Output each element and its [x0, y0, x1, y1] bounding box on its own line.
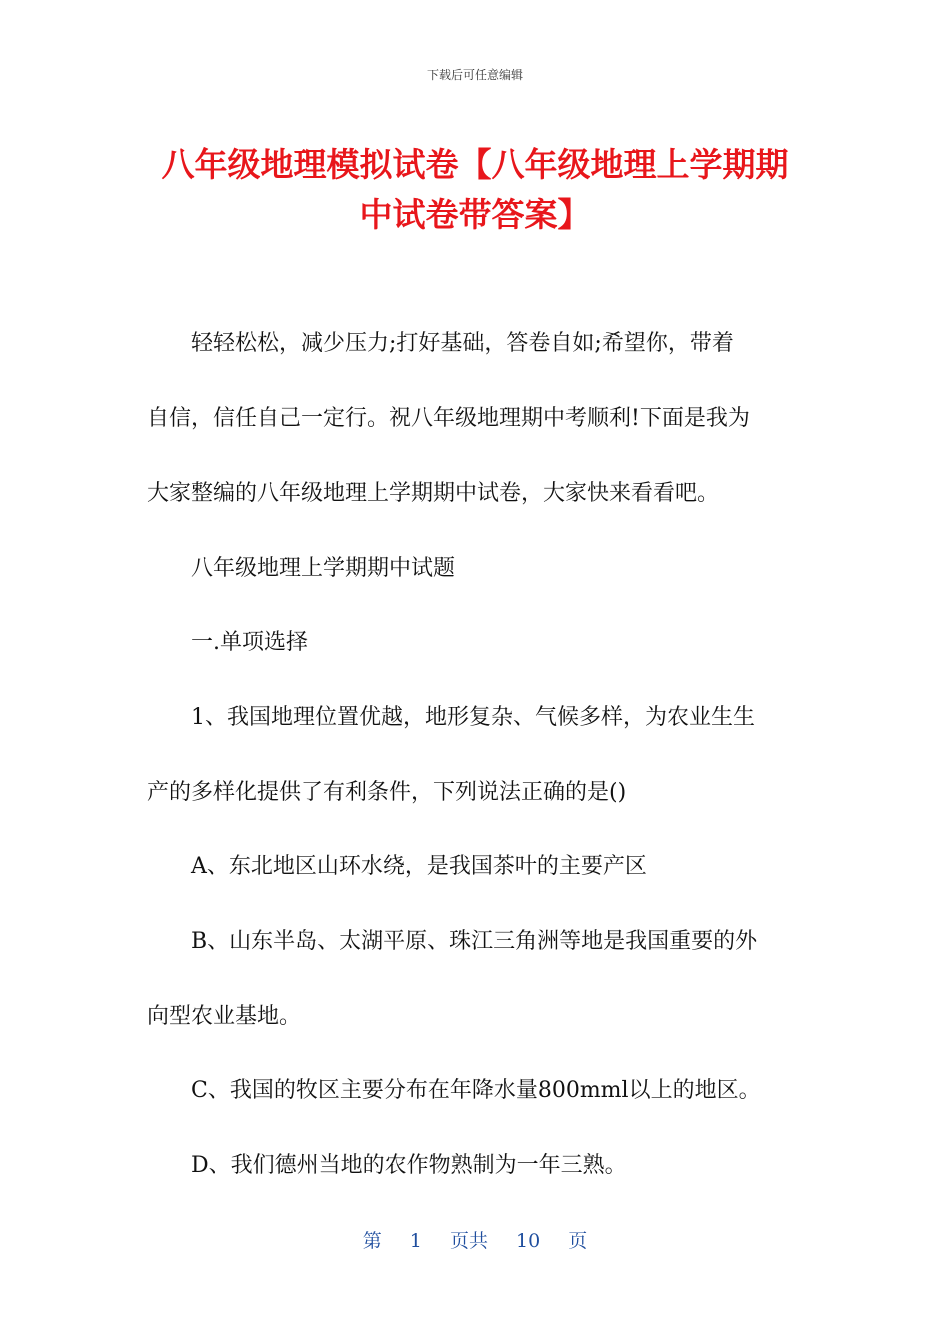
exam-subtitle: 八年级地理上学期期中试题	[191, 556, 456, 581]
section-heading: 一.单项选择	[191, 630, 308, 655]
option-b-line-1: B、山东半岛、太湖平原、珠江三角洲等地是我国重要的外	[191, 929, 758, 954]
intro-line-3: 大家整编的八年级地理上学期期中试卷，大家快来看看吧。	[147, 481, 720, 506]
intro-line-1: 轻轻松松，减少压力;打好基础，答卷自如;希望你，带着	[191, 331, 734, 356]
option-b-line-2: 向型农业基地。	[147, 1004, 302, 1029]
option-d: D、我们德州当地的农作物熟制为一年三熟。	[191, 1153, 627, 1178]
page-footer	[0, 1226, 950, 1253]
footer-prefix: 第	[362, 1230, 382, 1252]
question-1-line-1: 1、我国地理位置优越，地形复杂、气候多样，为农业生生	[191, 705, 755, 730]
footer-suffix: 页	[568, 1230, 588, 1252]
question-1-line-2: 产的多样化提供了有利条件，下列说法正确的是()	[147, 780, 627, 805]
title-line-2: 中试卷带答案】	[359, 195, 591, 234]
footer-middle: 页共	[449, 1230, 488, 1252]
footer-page-number: 1	[409, 1230, 422, 1252]
option-a: A、东北地区山环水绕，是我国茶叶的主要产区	[191, 854, 647, 879]
document-title	[130, 140, 820, 240]
page-header-note: 下载后可任意编辑	[426, 68, 523, 82]
option-c: C、我国的牧区主要分布在年降水量800mml以上的地区。	[191, 1078, 761, 1103]
title-line-1: 八年级地理模拟试卷【八年级地理上学期期	[161, 145, 789, 184]
intro-line-2: 自信，信任自己一定行。祝八年级地理期中考顺利!下面是我为	[147, 406, 750, 431]
footer-total-pages: 10	[516, 1230, 541, 1252]
